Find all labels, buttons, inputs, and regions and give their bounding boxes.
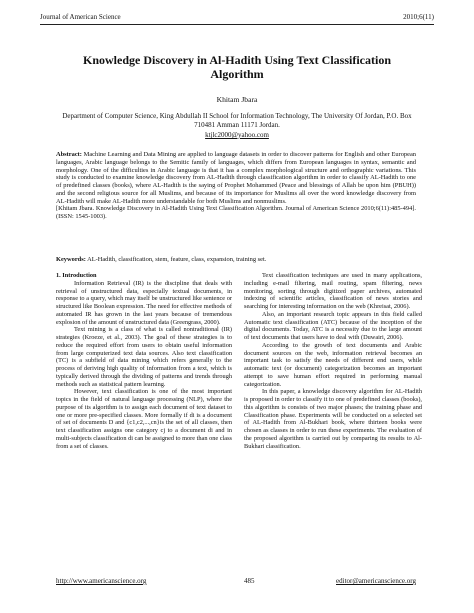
journal-name: Journal of American Science — [40, 13, 121, 21]
abstract-citation: [Khitam Jbara. Knowledge Discovery in Al-Hadith Using Text Classification Algorithm. Journal of American Science 2010;6(11):485-494]. (ISSN: 1545-1003). — [56, 205, 416, 220]
author-name: Khitam Jbara — [216, 95, 258, 104]
page-number: 485 — [244, 577, 255, 585]
journal-issue: 2010;6(11) — [403, 13, 434, 21]
abstract-block — [56, 151, 416, 221]
page-footer — [56, 576, 416, 586]
keywords-label: Keywords: — [56, 256, 86, 263]
section-heading-introduction: 1. Introduction — [56, 272, 97, 279]
keywords-text: AL-Hadith, classification, stem, feature, class, expansion, training set. — [87, 256, 267, 263]
editor-email-link[interactable]: editor@americanscience.org — [336, 577, 416, 585]
author-affiliation: Department of Computer Science, King Abdullah II School for Information Technology, The University Of Jordan, P.O. Box 710481 Amman 11171 Jordan. — [62, 112, 412, 129]
body-column-left — [56, 272, 232, 450]
running-header — [40, 12, 434, 25]
paragraph: Text classification techniques are used in many applications, including e-mail filtering, mail routing, spam filtering, news monitoring, sorting through digitized paper archives, automated indexing of scientific articles, classification of news stories and searching for interesting information on the web (Khreisat, 2006). — [244, 272, 422, 310]
author-email-line — [0, 131, 474, 139]
body-column-right — [244, 272, 422, 450]
journal-website-link[interactable]: http://www.americanscience.org — [56, 577, 147, 585]
paragraph: Also, an important research topic appears in this field called Automatic text classification (ATC) because of the inception of the digital documents. Today, ATC is a necessity due to the large amount of text documents that users have to deal with (Duwairi, 2006). — [244, 310, 422, 341]
keywords-block — [56, 256, 416, 264]
paragraph: However, text classification is one of the most important topics in the field of natural language processing (NLP), where the purpose of its algorithm is to assign each document of text dataset to one or more pre-specified classes. More formally if di is a document of set of documents D and {c1,c2,...,cn}is the set of all classes, then text classification assigns one category cj to a document di and in multi-subjects classification di can be assigned to more than one class from a set of classes. — [56, 388, 232, 450]
paragraph: According to the growth of text documents and Arabic document sources on the web, information retrieval becomes an important task to satisfy the needs of different end users, while automatic text (or document) categorization becomes an important attempt to save human effort required in performing manual categorization. — [244, 341, 422, 388]
abstract-text: Machine Learning and Data Mining are applied to language datasets in order to discover patterns for English and other European languages, Arabic language belongs to the Semitic family of languages, which differs from European languages in syntax, semantic and morphology. One of the difficulties in Arabic language is that it has a complex morphological structure and orthographic variations. This study is conducted to examine knowledge discovery from AL-Hadith through classification algorithm in order to classify AL-Hadith to one of predefined classes (books), where AL-Hadith is the saying of Prophet Mohammed (Peace and blessings of Allah be upon him (PBUH)) and the second religious source for all Muslims, and because of its importance for Muslims all over the word knowledge discovery from AL-Hadith will make AL-Hadith more understandable for both Muslims and nonmuslims. — [56, 151, 416, 205]
paper-title: Knowledge Discovery in Al-Hadith Using Text Classification Algorithm — [82, 53, 392, 81]
abstract-label: Abstract: — [56, 151, 82, 158]
paragraph: Text mining is a class of what is called nontraditional (IR) strategies (Kroeze, et al., 2003). The goal of these strategies is to reduce the required effort from users to obtain useful information from large computerized text data sources. Also text classification (TC) is a subfield of data mining which refers generally to the process of deriving high quality of information from a text, which is typically derived through the dividing of patterns and trends through methods such as statistical pattern learning. — [56, 326, 232, 388]
paragraph: In this paper, a knowledge discovery algorithm for AL-Hadith is proposed in order to classify it to one of predefined classes (books), this algorithm is consists of two major phases; the training phase and Classification phase. Experiments will be conducted on a selected set of AL-Hadith from Al-Bukhari book, where thirteen books were chosen as classes in order to run these experiments. The evaluation of the proposed algorithm is carried out by comparing its results to Al-Bukhari classification. — [244, 388, 422, 450]
author-email-link[interactable]: ktjlc2000@yahoo.com — [205, 131, 269, 139]
paragraph: Information Retrieval (IR) is the discipline that deals with retrieval of unstructured data, especially textual documents, in response to a query, which may itself be unstructured like sentence or structured like Boolean expression. The need for effective methods of automated IR has grown in the last years because of tremendous explosion of the amount of unstructured data (Greengrass, 2000). — [56, 279, 232, 326]
